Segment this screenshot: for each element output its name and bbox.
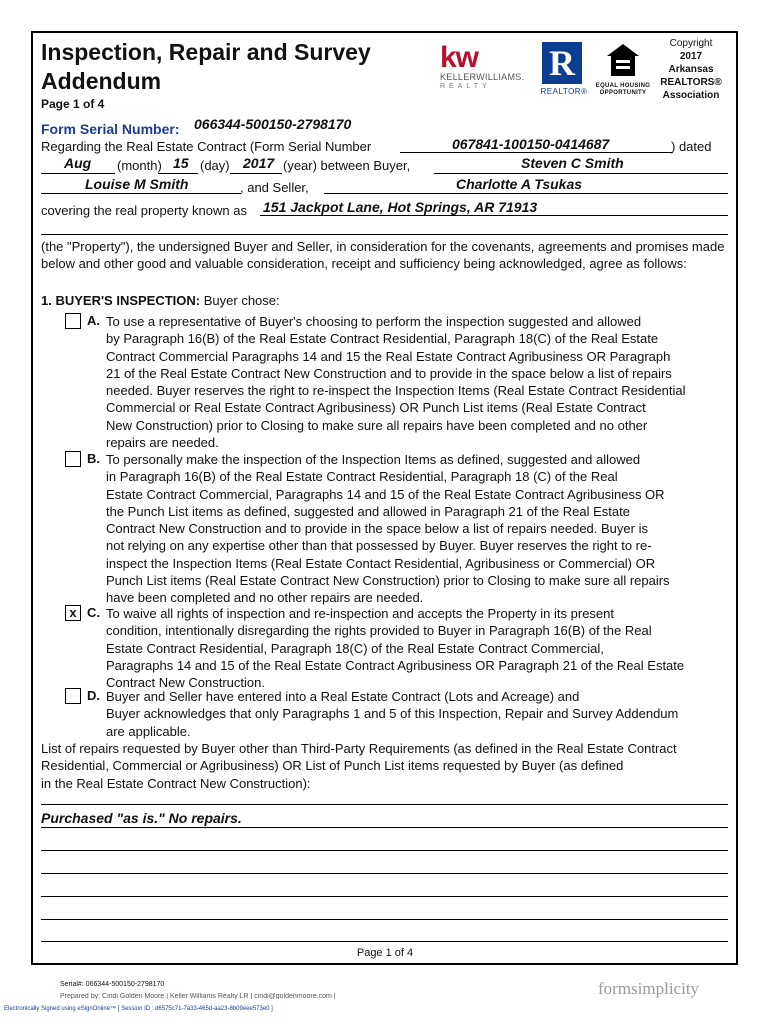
option-c-text bbox=[106, 605, 731, 691]
repairs-line bbox=[41, 896, 728, 897]
copyright-block bbox=[655, 37, 727, 102]
buyer1-field[interactable]: Steven C Smith bbox=[521, 155, 624, 171]
equal-housing-logo bbox=[595, 42, 651, 100]
repairs-line bbox=[41, 941, 728, 942]
section-1-subtitle: Buyer chose: bbox=[203, 293, 280, 308]
day-field[interactable]: 15 bbox=[173, 155, 189, 171]
option-d-line: are applicable. bbox=[106, 723, 191, 739]
copyright-line: Copyright bbox=[669, 38, 713, 49]
esign-notice: Electronically Signed using eSignOnline™ [ Session ID : d6575c71-7a33-465d-aa23-8b09eee573e0 ] bbox=[4, 1006, 273, 1012]
option-c-line: To waive all rights of inspection and re-inspection and accepts the Property in its present bbox=[106, 606, 614, 621]
repairs-field[interactable]: Purchased "as is." No repairs. bbox=[41, 810, 242, 826]
option-b-line: the Punch List items as defined, suggested and allowed in Paragraph 21 of the Real Estate bbox=[106, 503, 630, 519]
year-label: (year) between Buyer, bbox=[283, 158, 411, 173]
month-field[interactable]: Aug bbox=[64, 155, 92, 171]
option-a-letter: A. bbox=[87, 313, 100, 328]
option-b-line: Contract New Construction and to provide in the space below a list of repairs needed. Buyer is bbox=[106, 521, 648, 537]
option-b-line: Punch List items (Real Estate Contract New Construction) prior to Closing to make sure all repairs bbox=[106, 573, 670, 589]
option-b-line: not relying on any expertise other than that possessed by Buyer. Buyer reserves the right to re- bbox=[106, 538, 652, 554]
realtor-box bbox=[542, 42, 582, 84]
option-a-text bbox=[106, 313, 731, 451]
year-underline bbox=[230, 173, 282, 174]
contract-serial-underline bbox=[400, 152, 672, 153]
option-b-letter: B. bbox=[87, 451, 100, 466]
option-d-letter: D. bbox=[87, 688, 100, 703]
dated-text: ) dated bbox=[671, 139, 712, 154]
copyright-state: Arkansas bbox=[668, 64, 714, 75]
option-b-checkbox[interactable] bbox=[65, 451, 81, 467]
option-b-line: in Paragraph 16(B) of the Real Estate Contract Residential, Paragraph 18 (C) of the Real bbox=[106, 469, 618, 485]
day-label: (day) bbox=[200, 158, 230, 173]
month-label: (month) bbox=[117, 158, 162, 173]
property-label: covering the real property known as bbox=[41, 203, 247, 218]
repairs-intro bbox=[41, 740, 731, 792]
option-b-text bbox=[106, 451, 731, 607]
realtor-logo bbox=[537, 42, 591, 98]
property-underline bbox=[260, 215, 728, 216]
property-underline-2 bbox=[41, 234, 728, 235]
keller-williams-logo bbox=[440, 41, 526, 100]
repairs-line bbox=[41, 827, 728, 828]
option-d-text bbox=[106, 688, 731, 740]
form-serial-label: Form Serial Number: bbox=[41, 121, 180, 137]
formsimplicity-logo: formsimplicity bbox=[598, 979, 700, 998]
eho-text-line1: EQUAL HOUSING bbox=[595, 83, 651, 89]
repairs-intro-line: List of repairs requested by Buyer other than Third-Party Requirements (as defined in the Real Estate Contract bbox=[41, 741, 677, 756]
copyright-association: Association bbox=[662, 90, 720, 101]
section-1-heading bbox=[41, 293, 280, 308]
buyer2-field[interactable]: Louise M Smith bbox=[85, 176, 189, 192]
page-number-top: Page 1 of 4 bbox=[41, 97, 105, 111]
repairs-line bbox=[41, 804, 728, 805]
option-c-line: condition, intentionally disregarding the rights provided to Buyer in Paragraph 16(B) of the Real bbox=[106, 623, 652, 639]
intro-paragraph: (the "Property"), the undersigned Buyer and Seller, in consideration for the covenants, agreements and promises made below and other good and valuable consideration, receipt and sufficiency being acknowledged, agree as follows: bbox=[41, 239, 725, 271]
option-c-line: Contract New Construction. bbox=[106, 675, 265, 691]
option-d-line: Buyer and Seller have entered into a Real Estate Contract (Lots and Acreage) and bbox=[106, 689, 580, 704]
option-c-letter: C. bbox=[87, 605, 100, 620]
section-1-title: 1. BUYER'S INSPECTION: bbox=[41, 293, 201, 308]
repairs-line bbox=[41, 873, 728, 874]
seller-label: , and Seller, bbox=[240, 180, 309, 195]
realtor-r-mark: R bbox=[549, 43, 575, 83]
page-title: Inspection, Repair and Survey Addendum bbox=[41, 39, 371, 94]
eho-text-line2: OPPORTUNITY bbox=[599, 90, 647, 96]
copyright-year: 2017 bbox=[679, 51, 703, 62]
property-field[interactable]: 151 Jackpot Lane, Hot Springs, AR 71913 bbox=[263, 199, 538, 215]
option-d-checkbox[interactable] bbox=[65, 688, 81, 704]
option-a-line: Contract Commercial Paragraphs 14 and 15 the Real Estate Contract Agribusiness OR Paragraph bbox=[106, 348, 671, 364]
seller-field[interactable]: Charlotte A Tsukas bbox=[456, 176, 583, 192]
option-a-line: 21 of the Real Estate Contract New Construction and to provide in the space below a list of repairs bbox=[106, 365, 672, 381]
repairs-intro-line: in the Real Estate Contract New Construction): bbox=[41, 775, 311, 791]
form-serial-value: 066344-500150-2798170 bbox=[194, 116, 352, 132]
contract-serial-field[interactable]: 067841-100150-0414687 bbox=[452, 136, 610, 152]
realtor-text: REALTOR® bbox=[540, 87, 588, 96]
day-underline bbox=[158, 173, 198, 174]
option-a-line: Commercial or Real Estate Contract Agribusiness) OR Punch List items (Real Estate Contract bbox=[106, 400, 646, 416]
month-underline bbox=[41, 173, 115, 174]
copyright-realtors: REALTORS® bbox=[660, 77, 722, 88]
option-c-line: Estate Contract Residential, Paragraph 18(C) of the Real Estate Contract Commercial, bbox=[106, 640, 604, 656]
page-number-bottom: Page 1 of 4 bbox=[356, 947, 414, 959]
repairs-line bbox=[41, 919, 728, 920]
option-a-line: New Construction) prior to Closing to make sure all repairs have been completed and no other bbox=[106, 417, 648, 433]
repairs-intro-line: Residential, Commercial or Agribusiness) OR List of Punch List items requested by Buyer (as defined bbox=[41, 758, 624, 774]
option-a-line: by Paragraph 16(B) of the Real Estate Contract Residential, Paragraph 18(C) of the Real Estate bbox=[106, 331, 659, 347]
buyer1-underline bbox=[434, 173, 728, 174]
option-b-line: To personally make the inspection of the Inspection Items as defined, suggested and allowed bbox=[106, 452, 641, 467]
option-a-line: To use a representative of Buyer's choosing to perform the inspection suggested and allowed bbox=[106, 314, 642, 329]
footer-serial: Serial#: 066344-500150-2798170 bbox=[60, 981, 165, 988]
option-d-line: Buyer acknowledges that only Paragraphs 1 and 5 of this Inspection, Repair and Survey Addendum bbox=[106, 706, 679, 722]
option-c-checkbox[interactable]: x bbox=[65, 605, 81, 621]
option-b-line: have been completed and no other repairs are needed. bbox=[106, 590, 424, 606]
option-c-line: Paragraphs 14 and 15 of the Real Estate Contract Agribusiness OR Paragraph 21 of the Real Estate bbox=[106, 657, 685, 673]
repairs-line bbox=[41, 850, 728, 851]
seller-underline bbox=[324, 193, 728, 194]
kw-realty: REALTY bbox=[440, 83, 491, 90]
option-b-line: Estate Contract Commercial, Paragraphs 14 and 15 of the Real Estate Contract Agribusiness OR bbox=[106, 486, 665, 502]
house-icon bbox=[605, 42, 641, 78]
buyer2-underline bbox=[41, 193, 241, 194]
option-a-line: repairs are needed. bbox=[106, 435, 219, 451]
regarding-text: Regarding the Real Estate Contract (Form Serial Number bbox=[41, 139, 372, 154]
kw-name: KELLERWILLIAMS. bbox=[440, 72, 525, 82]
kw-mark: kw bbox=[440, 41, 479, 74]
footer-prepared-by: Prepared by: Cindi Golden Moore | Keller Williams Realty LR | cindi@goldenmoore.com | bbox=[60, 993, 336, 999]
year-field[interactable]: 2017 bbox=[243, 155, 275, 171]
option-a-line: needed. Buyer reserves the right to re-inspect the Inspection Items (Real Estate Contract Residential bbox=[106, 383, 686, 399]
option-a-checkbox[interactable] bbox=[65, 313, 81, 329]
option-b-line: inspect the Inspection Items (Real Estate Contact Residential, Agribusiness or Commercial) OR bbox=[106, 555, 656, 571]
